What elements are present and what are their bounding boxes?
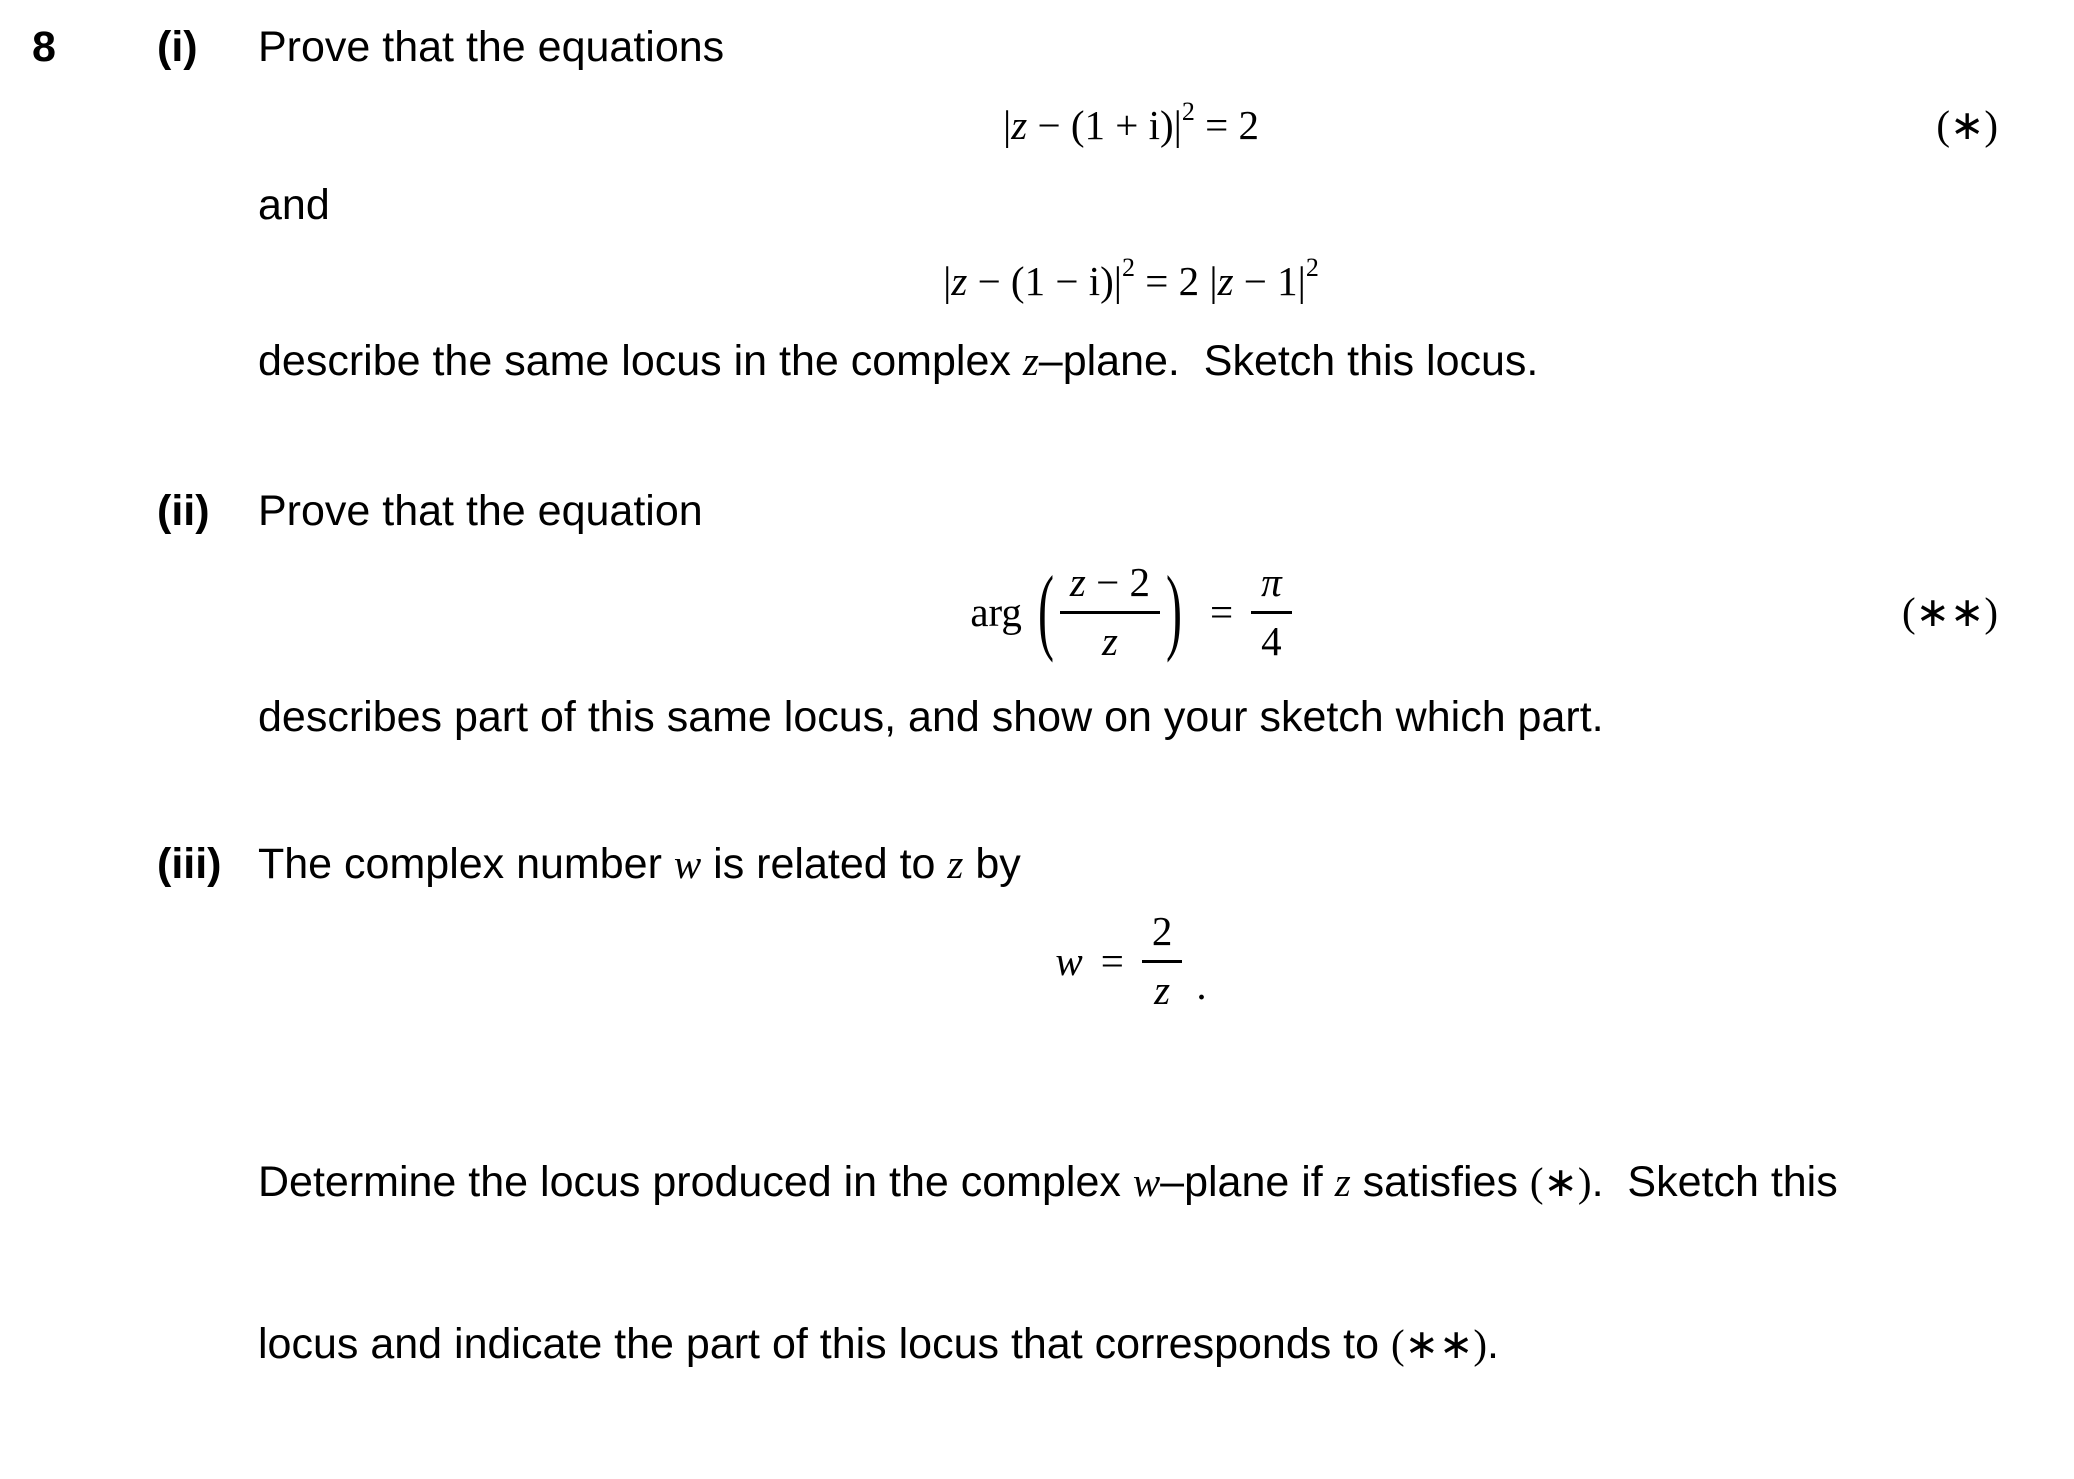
var-z: z	[1069, 558, 1086, 605]
var-z: z	[951, 257, 968, 304]
arg-function-label: arg	[970, 588, 1022, 635]
numerator: 2	[1142, 910, 1183, 963]
final-paragraph-line-1	[258, 1155, 2004, 1209]
part-ii-outro-row	[32, 690, 2004, 746]
var-z: z	[1022, 337, 1039, 384]
outro-text-2: –plane if	[1160, 1158, 1335, 1207]
outro-text-6: .	[1487, 1320, 1499, 1369]
equation-second	[943, 252, 1319, 305]
part-i-heading-row	[32, 20, 2004, 76]
part-iii-intro	[258, 837, 2004, 893]
equation-double-star-tag: (∗∗)	[1901, 588, 1998, 635]
exponent-2: 2	[1181, 96, 1195, 126]
abs-bar-open: |	[1003, 101, 1012, 148]
outro-text-2: –plane. Sketch this locus.	[1038, 336, 1539, 385]
var-w: w	[1055, 938, 1083, 985]
fraction-2-over-z	[1142, 910, 1183, 1012]
var-z: z	[1101, 617, 1118, 664]
connector-row	[32, 178, 2004, 234]
part-iii-outro-paragraph	[258, 1047, 2004, 1479]
part-iii-heading-row	[32, 837, 2004, 893]
outro-text-5: locus and indicate the part of this locus that corresponds to	[258, 1320, 1391, 1369]
equation-second-rhs: = 2 |	[1134, 257, 1218, 304]
abs-bar-open: |	[943, 257, 952, 304]
part-i-intro: Prove that the equations	[258, 23, 725, 71]
equation-second-middle: − (1 − i)|	[967, 257, 1122, 304]
equation-star	[1003, 96, 1259, 149]
equation-arg-row	[258, 546, 2004, 678]
equation-star-rhs: = 2	[1194, 101, 1259, 148]
var-z: z	[1011, 101, 1028, 148]
part-i-outro	[258, 334, 2004, 390]
equation-period: .	[1196, 962, 1207, 1009]
outro-text-3: satisfies	[1350, 1158, 1530, 1207]
numerator	[1251, 558, 1292, 614]
equals-sign: =	[1100, 938, 1124, 985]
connector-and: and	[258, 180, 330, 229]
var-w: w	[673, 841, 702, 888]
part-i-outro-row	[32, 334, 2004, 390]
equation-star-middle: − (1 + i)|	[1027, 101, 1182, 148]
fraction-pi-over-4	[1251, 558, 1292, 664]
equation-star-row	[258, 90, 2004, 160]
intro-text-1: The complex number	[258, 840, 674, 889]
fraction-z-minus-2-over-z	[1060, 558, 1160, 664]
denominator: 4	[1261, 617, 1282, 664]
outro-text-1: describe the same locus in the complex	[258, 336, 1023, 385]
exponent-2: 2	[1121, 252, 1135, 282]
var-z: z	[1154, 967, 1171, 1014]
intro-text-2: is related to	[701, 840, 948, 889]
var-pi: π	[1261, 558, 1282, 605]
outro-text-4: . Sketch this	[1591, 1158, 1838, 1207]
part-ii-intro: Prove that the equation	[258, 486, 703, 535]
part-ii-label: (ii)	[157, 486, 210, 535]
var-z: z	[1217, 257, 1234, 304]
part-ii-outro: describes part of this same locus, and show on your sketch which part.	[258, 692, 1604, 741]
equation-star-tag: (∗)	[1936, 101, 1998, 148]
denominator	[1144, 963, 1180, 1012]
numerator	[1060, 558, 1160, 614]
right-big-paren: )	[1166, 557, 1182, 664]
star-reference: (∗)	[1529, 1159, 1592, 1206]
left-big-paren: (	[1037, 557, 1054, 664]
exponent-2: 2	[1305, 252, 1319, 282]
denominator	[1092, 614, 1128, 663]
var-z: z	[1334, 1159, 1351, 1206]
part-ii-heading-row	[32, 484, 2004, 540]
equation-w-row	[258, 903, 2004, 1019]
var-w: w	[1132, 1159, 1161, 1206]
numerator-rest: − 2	[1085, 558, 1151, 605]
var-z: z	[947, 841, 964, 888]
equation-second-tail: − 1|	[1233, 257, 1306, 304]
equation-second-row	[258, 246, 2004, 316]
question-number: 8	[32, 23, 56, 71]
equals-sign: =	[1210, 588, 1234, 635]
double-star-reference: (∗∗)	[1391, 1321, 1488, 1368]
part-i-label: (i)	[157, 23, 198, 71]
part-iii-label: (iii)	[157, 840, 222, 889]
final-paragraph-line-2	[258, 1317, 2004, 1371]
outro-text-1: Determine the locus produced in the complex	[258, 1158, 1133, 1207]
intro-text-3: by	[963, 840, 1021, 889]
